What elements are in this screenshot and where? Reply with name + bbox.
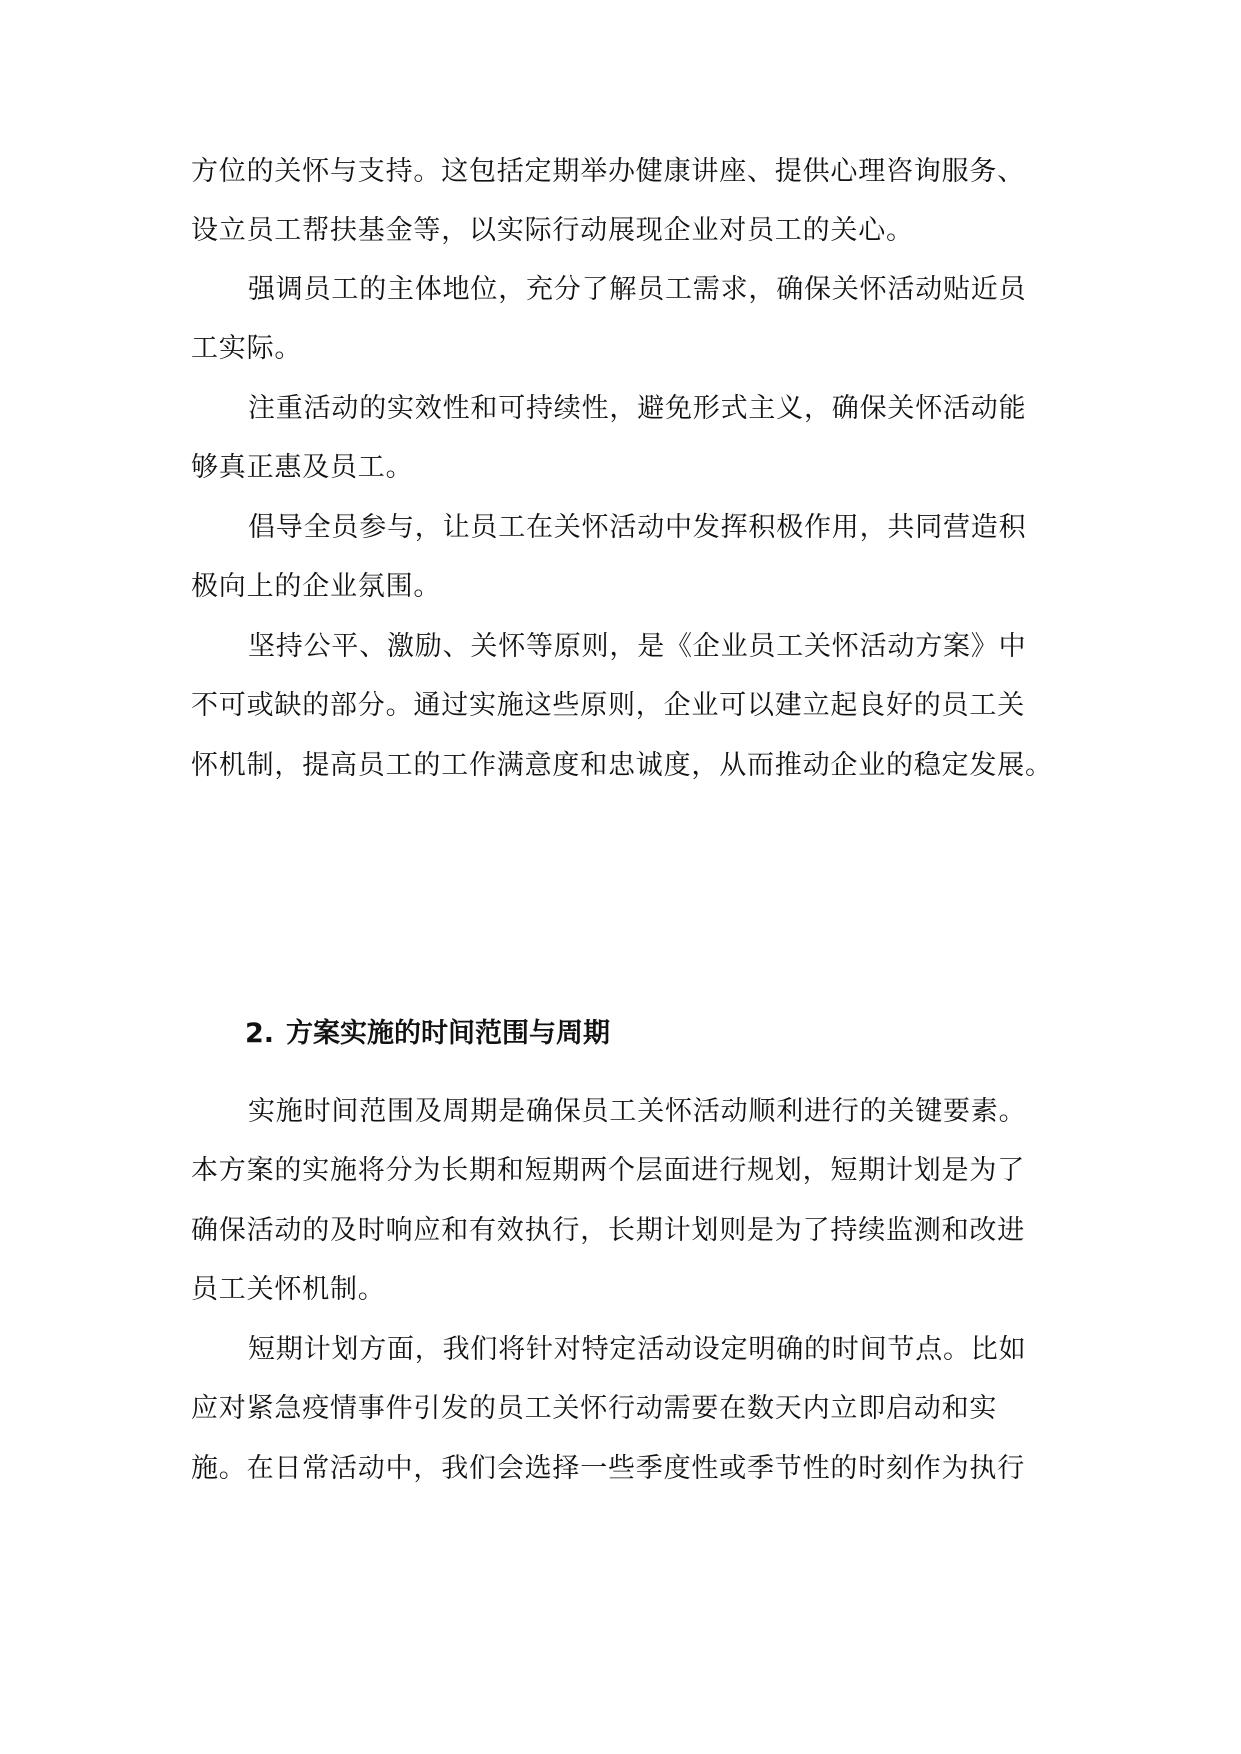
paragraph-first-line: 倡导全员参与，让员工在关怀活动中发挥积极作用，共同营造积 <box>248 512 1027 543</box>
paragraph-first-line: 短期计划方面，我们将针对特定活动设定明确的时间节点。比如 <box>248 1334 1027 1365</box>
paragraph-first-line: 实施时间范围及周期是确保员工关怀活动顺利进行的关键要素。 <box>248 1096 1027 1127</box>
body-text-line: 够真正惠及员工。 <box>191 452 414 483</box>
body-text-line: 工实际。 <box>191 333 303 364</box>
body-text-line: 员工关怀机制。 <box>191 1274 386 1305</box>
body-text-line: 不可或缺的部分。通过实施这些原则，企业可以建立起良好的员工关 <box>191 690 1025 721</box>
body-text-line: 施。在日常活动中，我们会选择一些季度性或季节性的时刻作为执行 <box>191 1453 1025 1484</box>
body-text-line: 方位的关怀与支持。这包括定期举办健康讲座、提供心理咨询服务、 <box>191 156 1025 187</box>
section-heading <box>245 1017 610 1051</box>
body-text-line: 怀机制，提高员工的工作满意度和忠诚度，从而推动企业的稳定发展。 <box>191 750 1053 781</box>
body-text-line: 设立员工帮扶基金等，以实际行动展现企业对员工的关心。 <box>191 215 914 246</box>
body-text-line: 本方案的实施将分为长期和短期两个层面进行规划，短期计划是为了 <box>191 1155 1025 1186</box>
body-text-line: 确保活动的及时响应和有效执行，长期计划则是为了持续监测和改进 <box>191 1215 1025 1246</box>
paragraph-first-line: 坚持公平、激励、关怀等原则，是《企业员工关怀活动方案》中 <box>248 631 1027 662</box>
section-title: 方案实施的时间范围与周期 <box>286 1018 611 1049</box>
section-number: 2. <box>245 1018 275 1049</box>
paragraph-first-line: 注重活动的实效性和可持续性，避免形式主义，确保关怀活动能 <box>248 393 1027 424</box>
body-text-line: 极向上的企业氛围。 <box>191 571 442 602</box>
paragraph-first-line: 强调员工的主体地位，充分了解员工需求，确保关怀活动贴近员 <box>248 274 1027 305</box>
body-text-line: 应对紧急疫情事件引发的员工关怀行动需要在数天内立即启动和实 <box>191 1393 998 1424</box>
